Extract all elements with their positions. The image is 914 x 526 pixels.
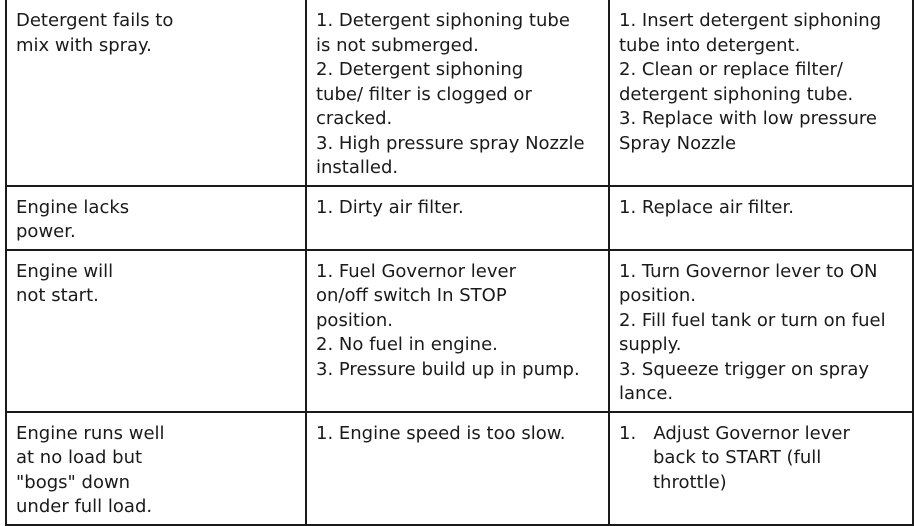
problem-text: Engine will xyxy=(16,260,114,282)
cause-text: 1. Dirty air filter. xyxy=(316,196,464,218)
cause-text: 2. No fuel in engine. xyxy=(316,334,498,355)
solution-cell xyxy=(609,412,913,525)
solution-cell xyxy=(609,0,913,186)
problem-text: Engine runs well xyxy=(16,422,165,444)
solution-text: throttle) xyxy=(653,471,727,493)
solution-text: 2. Fill fuel tank or turn on fuel xyxy=(619,309,886,331)
cause-text: cracked. xyxy=(316,108,393,129)
problem-text: at no load but xyxy=(16,447,143,468)
solution-text: 2. Clean or replace filter/ xyxy=(619,59,843,80)
problem-text: Detergent fails to xyxy=(16,10,174,31)
solution-text: lance. xyxy=(619,383,674,404)
cause-text: 1. Detergent siphoning tube xyxy=(316,10,570,31)
problem-text: mix with spray. xyxy=(16,34,152,56)
troubleshooting-table xyxy=(5,0,914,526)
solution-text: supply. xyxy=(619,334,682,355)
table-row xyxy=(6,412,913,525)
solution-text: 3. Squeeze trigger on spray xyxy=(619,358,870,380)
solution-text: tube into detergent. xyxy=(619,34,801,56)
solution-text: 1. Insert detergent siphoning xyxy=(619,10,882,31)
solution-text: Spray Nozzle xyxy=(619,132,737,154)
problem-cell xyxy=(6,0,306,186)
problem-text: "bogs" down xyxy=(16,471,131,493)
solution-text: 1. Adjust Governor lever xyxy=(619,422,850,444)
problem-cell xyxy=(6,186,306,250)
cause-text: 3. Pressure build up in pump. xyxy=(316,358,580,380)
table-row xyxy=(6,186,913,250)
problem-text: power. xyxy=(16,221,76,242)
cause-text: on/off switch In STOP xyxy=(316,285,507,306)
cause-cell xyxy=(306,250,609,412)
problem-cell xyxy=(6,250,306,412)
table-row xyxy=(6,250,913,412)
solution-text: position. xyxy=(619,285,697,306)
solution-cell xyxy=(609,250,913,412)
cause-text: tube/ filter is clogged or xyxy=(316,83,532,105)
cause-cell xyxy=(306,412,609,525)
solution-text: 1. Turn Governor lever to ON xyxy=(619,260,878,282)
cause-cell xyxy=(306,186,609,250)
cause-text: 1. Fuel Governor lever xyxy=(316,260,516,282)
solution-text: back to START (full xyxy=(653,447,822,468)
solution-text: 1. Replace air filter. xyxy=(619,196,794,218)
cause-text: is not submerged. xyxy=(316,34,479,56)
cause-text: 1. Engine speed is too slow. xyxy=(316,422,566,444)
solution-text: 3. Replace with low pressure xyxy=(619,108,877,129)
problem-text: not start. xyxy=(16,285,99,306)
cause-text: position. xyxy=(316,309,394,331)
solution-cell xyxy=(609,186,913,250)
cause-text: 3. High pressure spray Nozzle xyxy=(316,132,585,154)
cause-text: 2. Detergent siphoning xyxy=(316,59,524,80)
problem-text: Engine lacks xyxy=(16,196,130,218)
problem-text: under full load. xyxy=(16,496,153,517)
problem-cell xyxy=(6,412,306,525)
cause-cell xyxy=(306,0,609,186)
solution-text: detergent siphoning tube. xyxy=(619,83,854,105)
cause-text: installed. xyxy=(316,157,399,178)
table-row xyxy=(6,0,913,186)
